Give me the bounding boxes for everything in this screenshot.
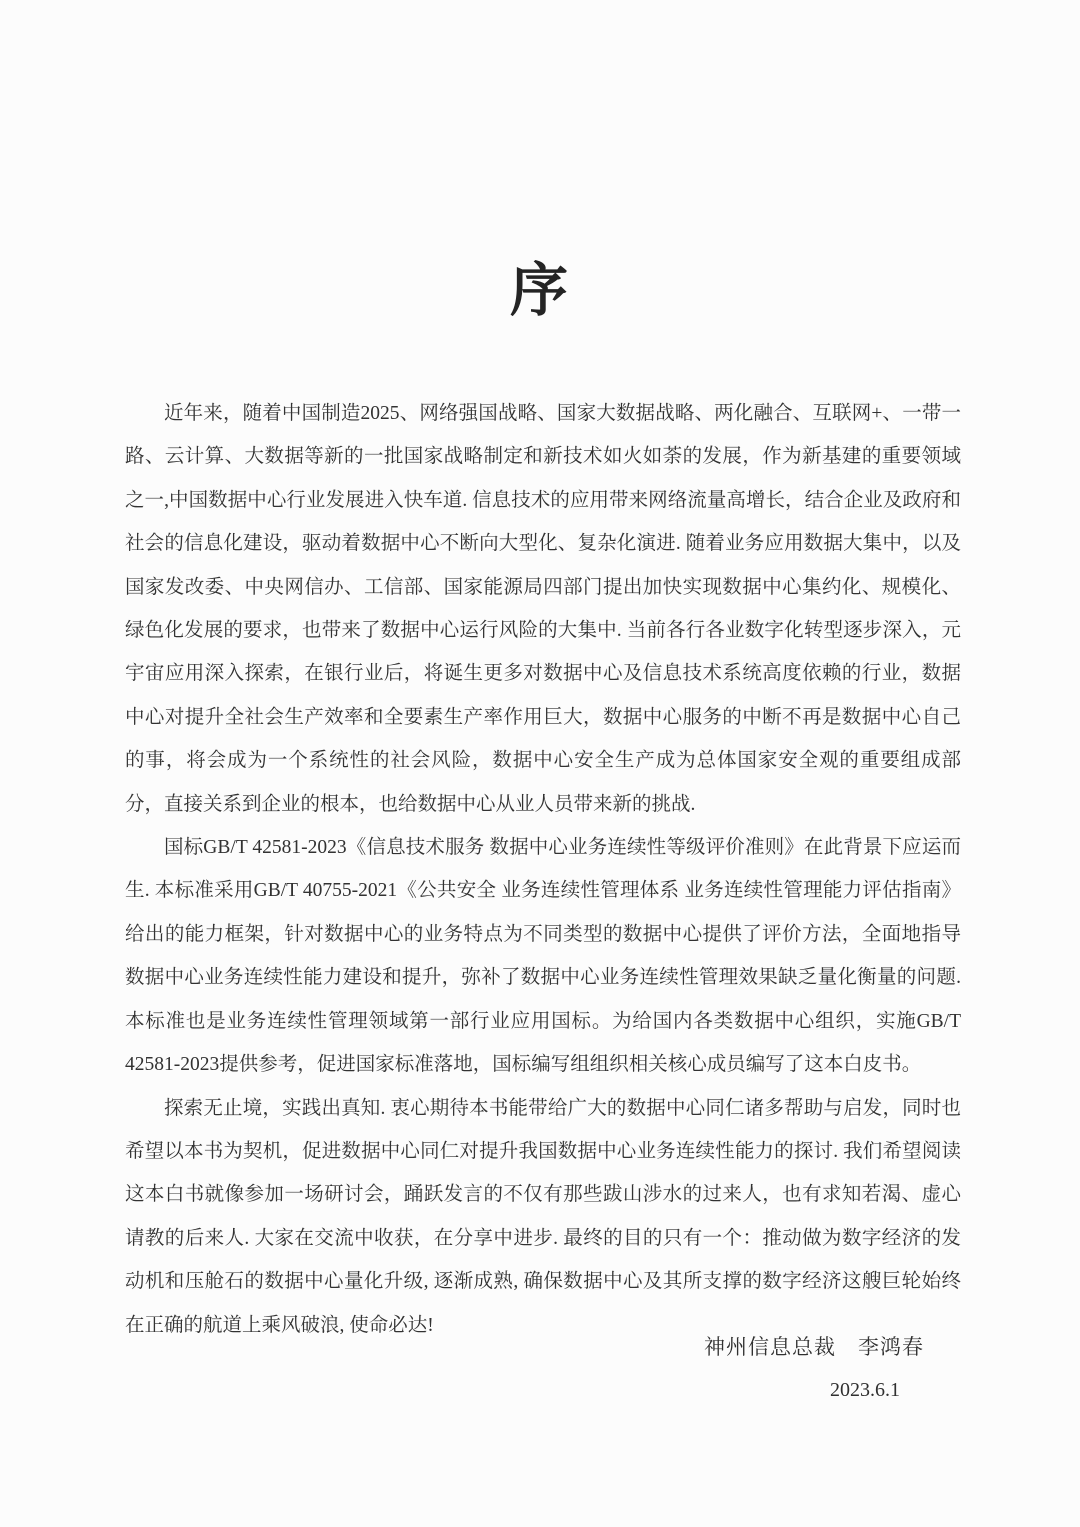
- preface-paragraph-2: 国标GB/T 42581-2023《信息技术服务 数据中心业务连续性等级评价准则》在此背景下应运而生. 本标准采用GB/T 40755-2021《公共安全 业务连续性管理体系 业务连续性管理能力评估指南》给出的能力框架，针对数据中心的业务特点为不同类型的数据中心提供了评价方法，全面地指导数据中心业务连续性能力建设和提升，弥补了数据中心业务连续性管理效果缺乏量化衡量的问题. 本标准也是业务连续性管理领域第一部行业应用国标。为给国内各类数据中心组织，实施GB/T 42581-2023提供参考，促进国家标准落地，国标编写组组织相关核心成员编写了这本白皮书。: [125, 837, 961, 1076]
- preface-paragraph-1: 近年来，随着中国制造2025、网络强国战略、国家大数据战略、两化融合、互联网+、一带一路、云计算、大数据等新的一批国家战略制定和新技术如火如荼的发展，作为新基建的重要领域之一,中国数据中心行业发展进入快车道. 信息技术的应用带来网络流量高增长，结合企业及政府和社会的信息化建设，驱动着数据中心不断向大型化、复杂化演进. 随着业务应用数据大集中，以及国家发改委、中央网信办、工信部、国家能源局四部门提出加快实现数据中心集约化、规模化、绿色化发展的要求，也带来了数据中心运行风险的大集中. 当前各行各业数字化转型逐步深入，元宇宙应用深入探索，在银行业后，将诞生更多对数据中心及信息技术系统高度依赖的行业，数据中心对提升全社会生产效率和全要素生产率作用巨大，数据中心服务的中断不再是数据中心自己的事，将会成为一个系统性的社会风险，数据中心安全生产成为总体国家安全观的重要组成部分，直接关系到企业的根本，也给数据中心从业人员带来新的挑战.: [125, 403, 961, 815]
- signature-line: 神州信息总裁 李鸿春: [704, 1335, 924, 1359]
- preface-paragraph-3: 探索无止境，实践出真知. 衷心期待本书能带给广大的数据中心同仁诸多帮助与启发，同时也希望以本书为契机，促进数据中心同仁对提升我国数据中心业务连续性能力的探讨. 我们希望阅读这本白书就像参加一场研讨会，踊跃发言的不仅有那些跋山涉水的过来人，也有求知若渴、虚心请教的后来人. 大家在交流中收获，在分享中进步. 最终的目的只有一个：推动做为数字经济的发动机和压舱石的数据中心量化升级, 逐渐成熟, 确保数据中心及其所支撑的数字经济这艘巨轮始终在正确的航道上乘风破浪, 使命必达!: [125, 1097, 961, 1336]
- date-line: 2023.6.1: [830, 1379, 900, 1401]
- preface-body: [125, 392, 961, 1347]
- page-title: 序: [509, 258, 570, 323]
